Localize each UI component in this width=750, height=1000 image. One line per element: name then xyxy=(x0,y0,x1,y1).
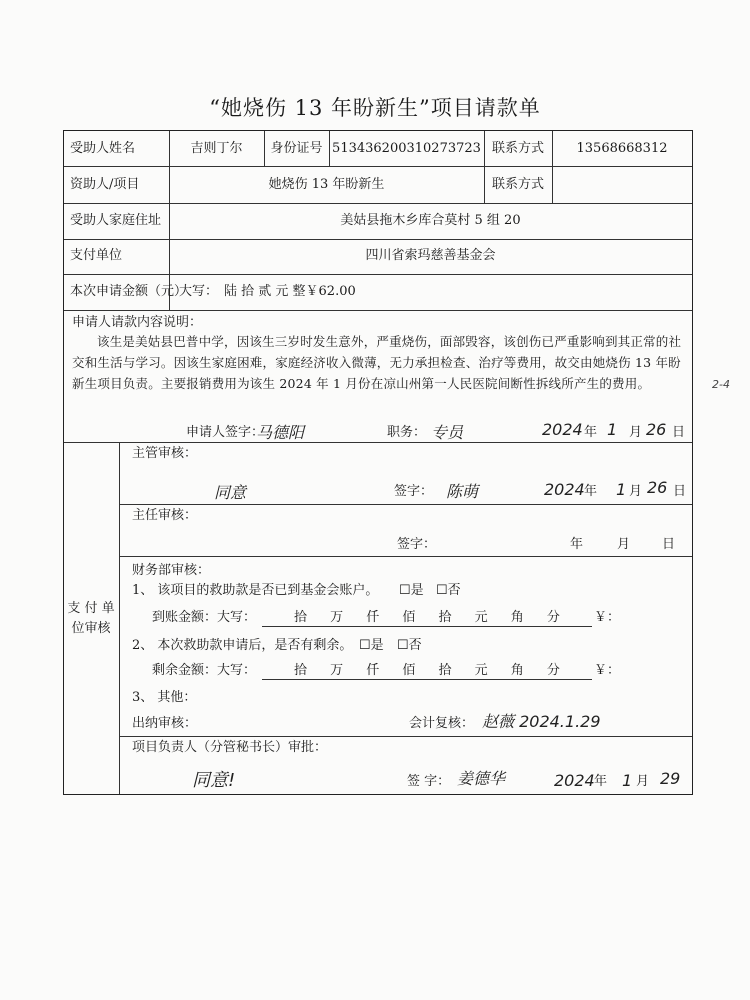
contact-label: 联系方式 xyxy=(491,141,544,156)
q2-no-checkbox[interactable]: ☐否 xyxy=(397,638,422,653)
beneficiary-name: 吉则丁尔 xyxy=(190,141,243,156)
remaining-amount-units: 拾 万 仟 佰 拾 元 角 分 xyxy=(294,663,560,678)
leader-nian: 年 xyxy=(594,774,608,789)
project-name: 她烧伤 13 年盼新生 xyxy=(268,177,385,192)
margin-note: 2-4 xyxy=(712,378,730,391)
finance-review-label: 财务部审核： xyxy=(132,563,211,578)
beneficiary-name-label: 受助人姓名 xyxy=(70,141,136,156)
id-number: 513436200310273723 xyxy=(332,141,481,156)
applicant-sign-label: 申请人签字： xyxy=(186,425,265,440)
supervisor-ri: 日 xyxy=(673,484,687,499)
id-label: 身份证号 xyxy=(270,141,323,156)
finance-question-3: 3、 其他： xyxy=(132,690,197,705)
amount-text: 陆 拾 贰 元 整￥62.00 xyxy=(224,284,356,299)
apply-ri: 日 xyxy=(672,425,686,440)
leader-signature: 姜德华 xyxy=(457,769,506,788)
address-label: 受助人家庭住址 xyxy=(70,213,162,228)
position-label: 职务： xyxy=(387,425,427,440)
cashier-review-label: 出纳审核： xyxy=(132,716,198,731)
applicant-signature: 马德阳 xyxy=(256,423,305,442)
request-form xyxy=(63,130,693,795)
director-ri: 日 xyxy=(662,537,676,552)
leader-date-day: 29 xyxy=(660,769,681,788)
leader-date-year: 2024 xyxy=(554,771,595,790)
director-yue: 月 xyxy=(617,537,631,552)
payer-label: 支付单位 xyxy=(70,248,123,263)
supervisor-sign-label: 签字： xyxy=(394,484,434,499)
position-value: 专员 xyxy=(431,423,464,442)
form-title: “她烧伤 13 年盼新生”项目请款单 xyxy=(209,96,541,120)
received-amount-label: 到账金额：大写： xyxy=(152,610,257,625)
accountant-signature: 赵薇 2024.1.29 xyxy=(482,712,601,731)
received-yen: ￥： xyxy=(594,610,621,625)
q1-no-checkbox[interactable]: ☐否 xyxy=(436,583,461,598)
director-nian: 年 xyxy=(570,537,584,552)
contact-label-2: 联系方式 xyxy=(491,177,544,192)
supervisor-yue: 月 xyxy=(629,484,643,499)
sponsor-label: 资助人/项目 xyxy=(70,177,140,192)
leader-sign-label: 签 字： xyxy=(407,774,451,789)
apply-yue: 月 xyxy=(629,425,643,440)
director-sign-label: 签字： xyxy=(397,537,437,552)
payer: 四川省索玛慈善基金会 xyxy=(365,248,496,263)
accountant-review-label: 会计复核： xyxy=(409,716,475,731)
supervisor-signature: 陈萌 xyxy=(446,482,479,501)
finance-question-2: 2、 本次救助款申请后，是否有剩余。 xyxy=(132,638,353,653)
supervisor-date-day: 26 xyxy=(647,478,668,497)
application-text: 该生是美姑县巴普中学，因该生三岁时发生意外，严重烧伤，面部毁容，该创伤已严重影响到其正常的社交和生活与学习。因该生家庭困难，家庭经济收入微薄，无力承担检查、治疗等费用，故交由她烧伤 13 年盼新生项目负责。主要报销费用为该生 2024 年 1 月份在凉山州第一人民医院间断性拆线所产生的费用。 xyxy=(72,334,682,391)
finance-question-1: 1、 该项目的救助款是否已到基金会账户。 xyxy=(132,583,379,598)
contact-phone: 13568668312 xyxy=(576,141,668,156)
remaining-yen: ￥： xyxy=(594,663,621,678)
supervisor-date-month: 1 xyxy=(616,480,627,499)
supervisor-opinion: 同意 xyxy=(214,483,247,502)
apply-nian: 年 xyxy=(584,425,598,440)
payer-review-side-label: 支 付 单 位审核 xyxy=(67,601,115,636)
supervisor-review-label: 主管审核： xyxy=(132,446,198,461)
q1-yes-checkbox[interactable]: ☐是 xyxy=(399,583,424,598)
apply-date-month: 1 xyxy=(607,420,618,439)
application-heading: 申请人请款内容说明： xyxy=(72,315,203,330)
leader-opinion: 同意! xyxy=(192,770,236,791)
apply-date-year: 2024 xyxy=(542,420,583,439)
apply-date-day: 26 xyxy=(646,420,667,439)
leader-approval-label: 项目负责人（分管秘书长）审批： xyxy=(132,740,328,755)
leader-date-month: 1 xyxy=(622,771,633,790)
address: 美姑县拖木乡库合莫村 5 组 20 xyxy=(340,213,521,228)
amount-prefix: 大写： xyxy=(179,284,219,299)
remaining-amount-label: 剩余金额：大写： xyxy=(152,663,257,678)
received-amount-units: 拾 万 仟 佰 拾 元 角 分 xyxy=(294,610,560,625)
supervisor-date-year: 2024 xyxy=(544,480,585,499)
supervisor-nian: 年 xyxy=(584,484,598,499)
director-review-label: 主任审核： xyxy=(132,508,198,523)
leader-yue: 月 xyxy=(636,774,650,789)
amount-label: 本次申请金额（元） xyxy=(70,284,188,299)
q2-yes-checkbox[interactable]: ☐是 xyxy=(359,638,384,653)
